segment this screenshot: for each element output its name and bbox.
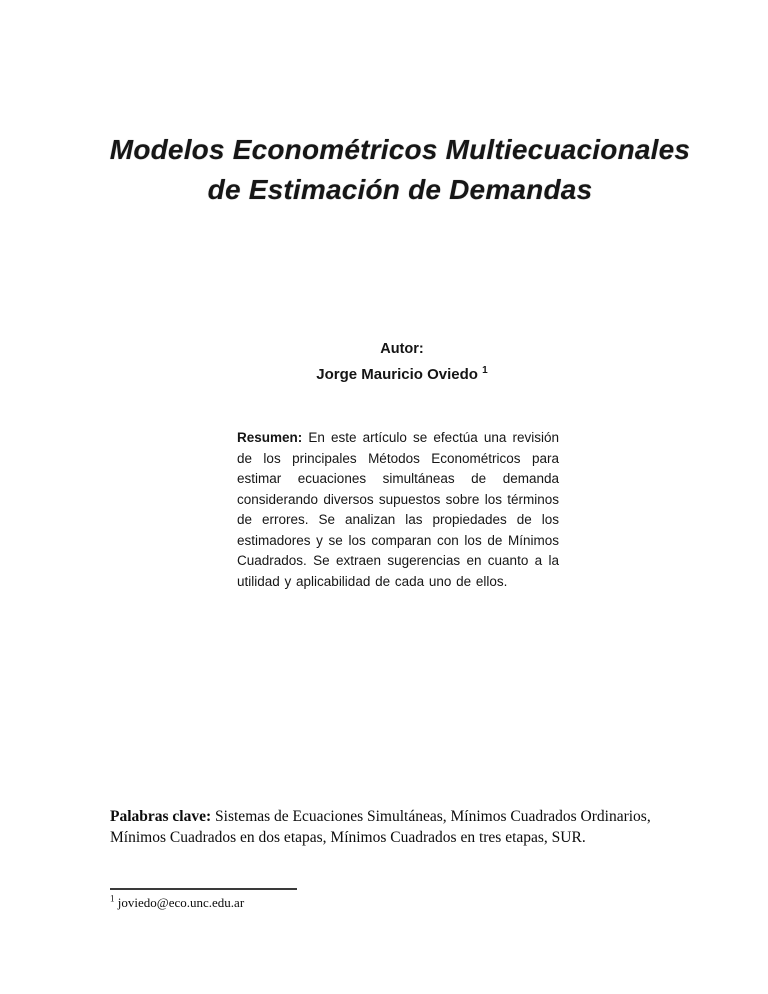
author-label: Autor: <box>380 341 424 357</box>
footnote-separator-rule <box>110 888 297 890</box>
footnote-email-text: joviedo@eco.unc.edu.ar <box>117 895 245 910</box>
footnote <box>110 894 510 912</box>
keywords-text: Sistemas de Ecuaciones Simultáneas, Mínimos Cuadrados Ordinarios, Mínimos Cuadrados en dos etapas, Mínimos Cuadrados en tres etapas, SUR. <box>110 808 651 846</box>
footnote-ref: 1 <box>110 893 115 904</box>
author-name <box>112 362 692 388</box>
keywords-label: Palabras clave: <box>110 808 212 825</box>
abstract-paragraph <box>237 428 559 592</box>
author-section <box>112 336 692 388</box>
author-name-text: Jorge Mauricio Oviedo <box>316 366 478 383</box>
paper-title-line-1: Modelos Econométricos Multiecuacionales <box>109 134 691 165</box>
abstract-label: Resumen: <box>237 430 303 445</box>
author-footnote-ref: 1 <box>482 365 488 376</box>
paper-title-line-2: de Estimación de Demandas <box>207 174 593 205</box>
abstract-text: En este artículo se efectúa una revisión de los principales Métodos Econométricos para estimar ecuaciones simultáneas de demanda considerando diversos supuestos sobre los términos de errores. Se analizan las propiedades de los estimadores y se los comparan con los de Mínimos Cuadrados. Se extraen sugerencias en cuanto a la utilidad y aplicabilidad de cada uno de ellos. <box>237 430 559 589</box>
keywords-paragraph <box>110 806 672 848</box>
paper-title <box>64 130 736 210</box>
